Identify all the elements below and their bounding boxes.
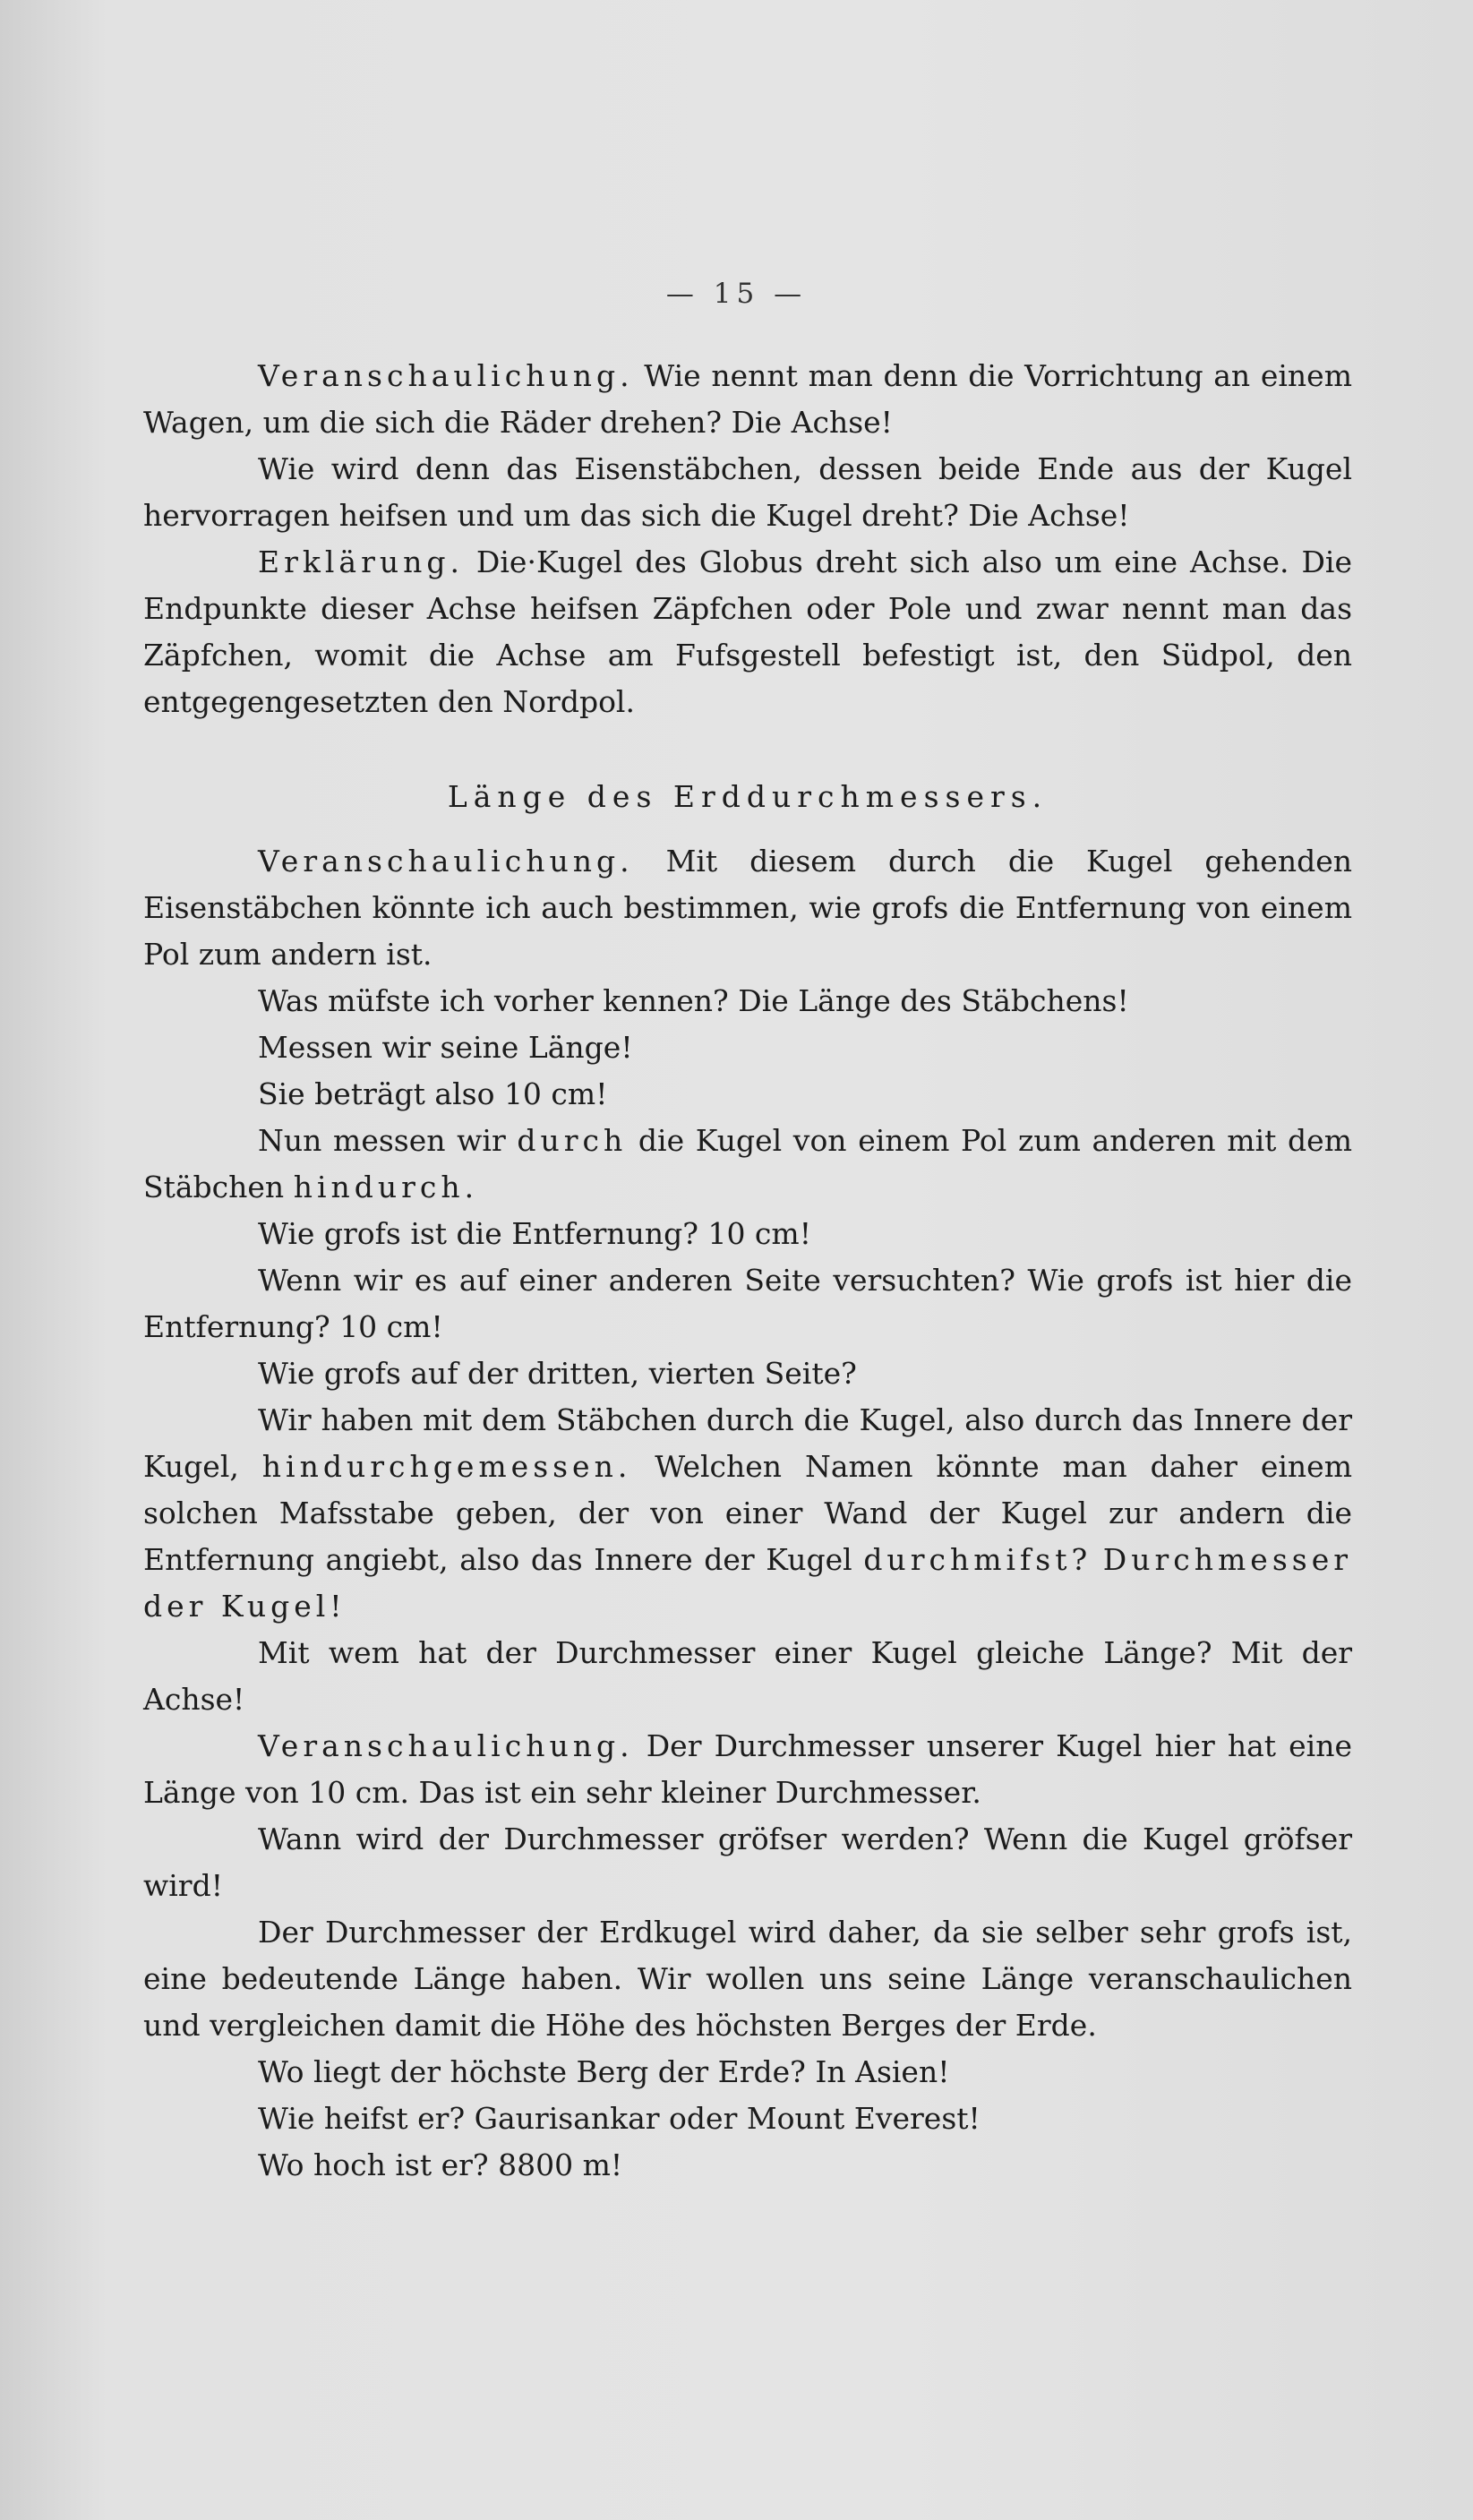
paragraph bbox=[143, 1118, 1352, 1211]
paragraph bbox=[143, 1071, 1352, 1118]
text-run: Was müfste ich vorher kennen? Die Länge des Stäbchens! bbox=[258, 983, 1129, 1018]
page-number: — 15 — bbox=[665, 278, 808, 310]
spaced-emphasis: hindurch. bbox=[293, 1170, 479, 1204]
paragraph bbox=[143, 1350, 1352, 1397]
spaced-emphasis: Veranschaulichung. bbox=[258, 844, 634, 879]
text-run: die Kugel von einem Pol zum anderen mit dem Stäbchen bbox=[143, 1123, 1353, 1204]
text-run: Der Durchmesser unserer Kugel hier hat eine Länge von 10 cm. Das ist ein sehr kleiner Durchmesser. bbox=[143, 1728, 1352, 1810]
text-run: Wie nennt man denn die Vorrichtung an einem Wagen, um die sich die Räder drehen? Die Achse! bbox=[143, 358, 1352, 440]
paragraph bbox=[143, 1723, 1352, 1816]
paragraph bbox=[143, 1630, 1352, 1723]
paragraph bbox=[143, 2096, 1352, 2142]
spaced-emphasis: Veranschaulichung. bbox=[258, 1728, 634, 1763]
paragraph bbox=[143, 1909, 1352, 2049]
text-run: Messen wir seine Länge! bbox=[258, 1030, 633, 1065]
body-text bbox=[143, 353, 1352, 2189]
paragraph bbox=[143, 1257, 1352, 1350]
paragraph bbox=[143, 539, 1352, 725]
text-run: Mit wem hat der Durchmesser einer Kugel gleiche Länge? Mit der Achse! bbox=[143, 1635, 1352, 1717]
paragraph bbox=[143, 1397, 1352, 1630]
paragraph bbox=[143, 978, 1352, 1024]
text-run: Nun messen wir bbox=[258, 1123, 518, 1158]
text-run: Wir haben mit dem Stäbchen durch die Kugel, also durch das Innere der Kugel, bbox=[143, 1402, 1352, 1484]
spaced-emphasis: Erklärung. bbox=[258, 544, 464, 579]
paragraph bbox=[143, 1211, 1352, 1257]
paragraph bbox=[143, 1024, 1352, 1071]
paragraph bbox=[143, 838, 1352, 978]
text-run: Mit diesem durch die Kugel gehenden Eisenstäbchen könnte ich auch bestimmen, wie grofs die Entfernung von einem Pol zum andern ist. bbox=[143, 844, 1352, 972]
text-run: Die·Kugel des Globus dreht sich also um eine Achse. Die Endpunkte dieser Achse heifsen Zäpfchen oder Pole und zwar nennt man das Zäpfchen, womit die Achse am Fufsgestell befestigt ist, den Südpol, den entgegengesetzten den Nordpol. bbox=[143, 544, 1352, 719]
paragraph bbox=[143, 2049, 1352, 2096]
spaced-emphasis: hindurchgemessen. bbox=[261, 1449, 632, 1484]
text-run: Wie heifst er? Gaurisankar oder Mount Everest! bbox=[258, 2101, 981, 2136]
section-heading: Länge des Erddurchmessers. bbox=[447, 779, 1049, 814]
text-run: Wo liegt der höchste Berg der Erde? In Asien! bbox=[258, 2054, 950, 2089]
paragraph bbox=[143, 1816, 1352, 1909]
text-run: Wo hoch ist er? 8800 m! bbox=[258, 2147, 623, 2182]
paragraph bbox=[143, 353, 1352, 446]
text-run: Der Durchmesser der Erdkugel wird daher, da sie selber sehr grofs ist, eine bedeutende Länge haben. Wir wollen uns seine Länge veranschaulichen und vergleichen damit die Höhe des höchsten Berges der Erde. bbox=[143, 1915, 1352, 2043]
text-run: Wann wird der Durchmesser gröfser werden? Wenn die Kugel gröfser wird! bbox=[143, 1821, 1352, 1903]
paragraph bbox=[143, 2142, 1352, 2189]
text-run: Wie grofs ist die Entfernung? 10 cm! bbox=[258, 1216, 811, 1251]
spaced-emphasis: durchmifst? bbox=[863, 1542, 1092, 1577]
spaced-emphasis: durch bbox=[517, 1123, 628, 1158]
paragraph bbox=[143, 446, 1352, 539]
text-run: Wie grofs auf der dritten, vierten Seite? bbox=[258, 1356, 857, 1391]
spaced-emphasis: Veranschaulichung. bbox=[258, 358, 634, 393]
text-run: Wie wird denn das Eisenstäbchen, dessen beide Ende aus der Kugel hervorragen heifsen und um das sich die Kugel dreht? Die Achse! bbox=[143, 451, 1352, 533]
text-run bbox=[1092, 1542, 1103, 1577]
text-run: Wenn wir es auf einer anderen Seite versuchten? Wie grofs ist hier die Entfernung? 10 cm! bbox=[143, 1263, 1352, 1344]
text-run: Welchen Namen könnte man daher einem solchen Mafsstabe geben, der von einer Wand der Kugel zur andern die Entfernung angiebt, also das Innere der Kugel bbox=[143, 1449, 1352, 1577]
text-run: Sie beträgt also 10 cm! bbox=[258, 1076, 608, 1111]
spaced-emphasis: Durchmesser der Kugel! bbox=[143, 1542, 1352, 1624]
